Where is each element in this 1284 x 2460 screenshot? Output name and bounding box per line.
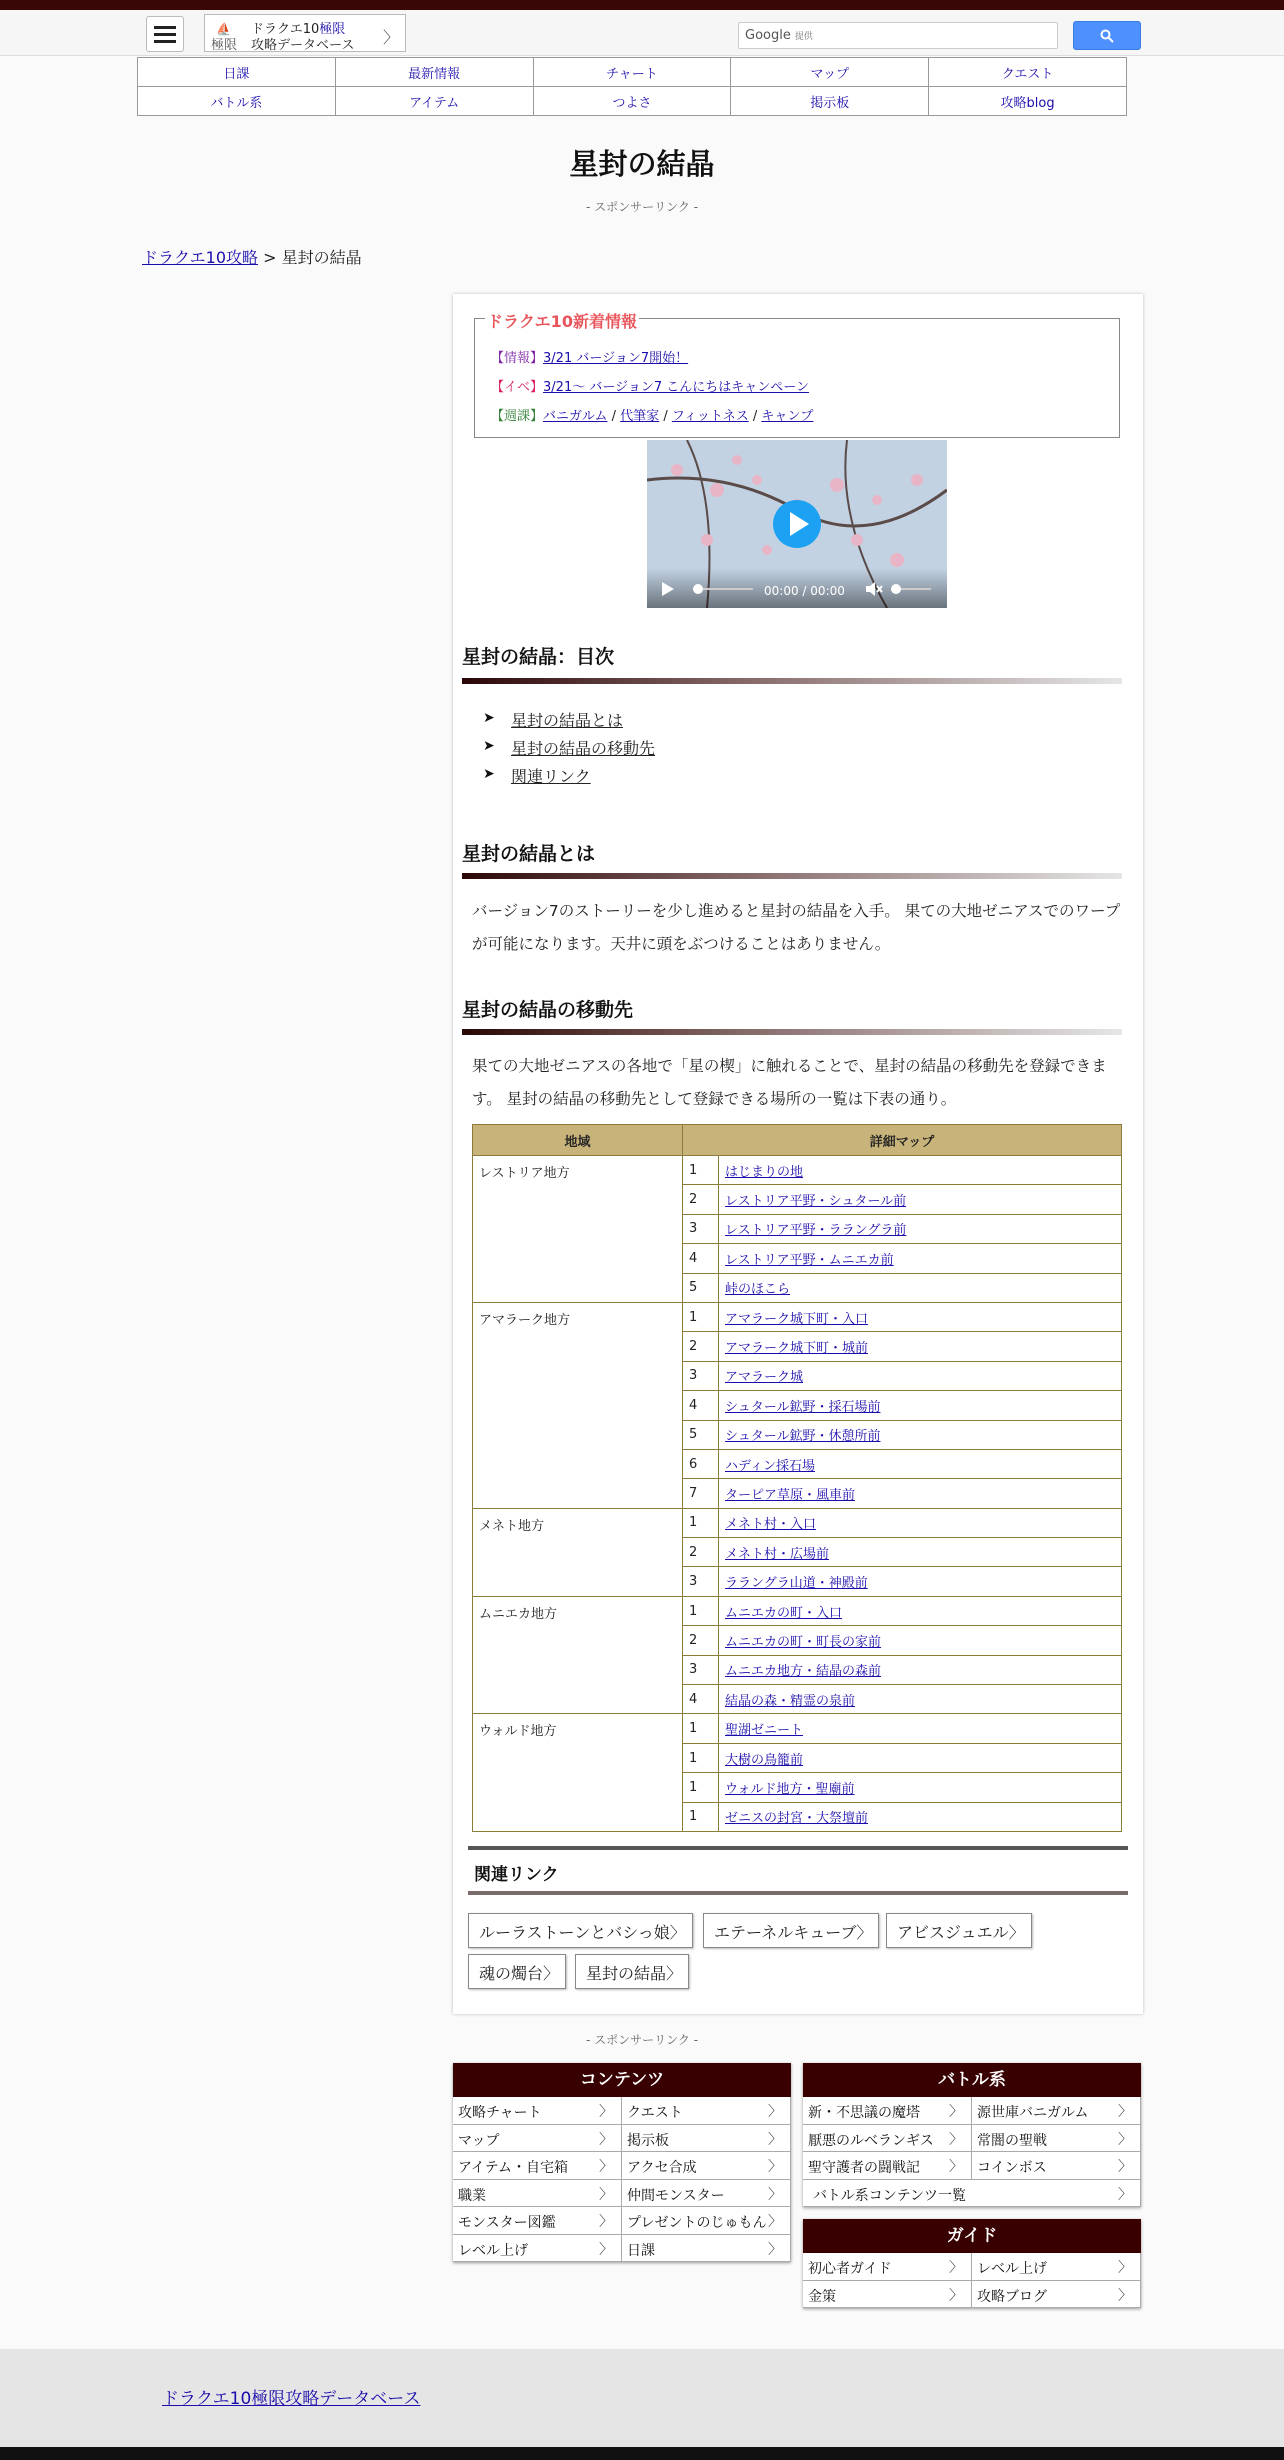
- menu-item[interactable]: [453, 2152, 622, 2180]
- chevron-right-icon: 〉: [599, 2131, 613, 2148]
- menu-item-label: モンスター図鑑: [458, 2215, 556, 2231]
- news-link-banigarumu[interactable]: バニガルム: [543, 409, 608, 424]
- menu-item[interactable]: [622, 2207, 791, 2235]
- chevron-right-icon: 〉: [768, 2104, 782, 2120]
- map-number-cell: 6: [683, 1449, 719, 1478]
- map-link[interactable]: シュタール鉱野・採石場前: [725, 1399, 881, 1415]
- menu-item-all-battle[interactable]: [803, 2180, 1141, 2208]
- menu-item-label: 厭悪のルベランギス: [808, 2132, 934, 2149]
- menu-item-label: バトル系コンテンツ一覧: [813, 2187, 967, 2204]
- map-number-cell: 3: [683, 1567, 719, 1596]
- news-box: [474, 312, 1120, 438]
- map-cell: [719, 1420, 1122, 1449]
- menu-item-label: 常闇の聖戦: [977, 2132, 1047, 2149]
- menu-item-label: 職業: [458, 2187, 486, 2204]
- map-number-cell: 1: [683, 1743, 719, 1772]
- menu-item[interactable]: [453, 2207, 622, 2235]
- chevron-right-icon: 〉: [768, 2131, 782, 2148]
- chevron-right-icon: 〉: [1008, 1923, 1025, 1942]
- chevron-right-icon: 〉: [1118, 2159, 1132, 2175]
- chevron-right-icon: 〉: [599, 2159, 613, 2175]
- menu-item-label: レベル上げ: [977, 2261, 1047, 2277]
- related-bar-top: [468, 1846, 1128, 1850]
- breadcrumb-separator: >: [263, 248, 277, 267]
- map-link[interactable]: 結晶の森・精霊の泉前: [725, 1693, 856, 1709]
- chevron-right-icon: 〉: [1118, 2287, 1132, 2304]
- menu-item-label: レベル上げ: [458, 2242, 528, 2259]
- map-link[interactable]: アマラーク城: [725, 1370, 804, 1386]
- site-logo-link[interactable]: [204, 14, 406, 52]
- menu-item[interactable]: [803, 2253, 972, 2281]
- sponsor-label-bottom: - スポンサーリンク -: [585, 2033, 699, 2047]
- menu-item[interactable]: [972, 2152, 1141, 2180]
- top-accent-bar: [0, 0, 1284, 10]
- map-number-cell: 2: [683, 1332, 719, 1361]
- menu-item-label: 聖守護者の闘戦記: [808, 2160, 920, 2176]
- menu-item[interactable]: [453, 2125, 622, 2153]
- map-link[interactable]: ハディン採石場: [725, 1458, 815, 1474]
- map-link[interactable]: ムニエカ地方・結晶の森前: [725, 1664, 882, 1680]
- sponsor-label-top: - スポンサーリンク -: [585, 200, 699, 214]
- section-about-bar: [462, 873, 1122, 879]
- map-cell: [719, 1391, 1122, 1420]
- table-row: [473, 1302, 1122, 1331]
- menu-item[interactable]: [972, 2097, 1141, 2125]
- map-number-cell: 5: [683, 1273, 719, 1302]
- map-number-cell: 4: [683, 1685, 719, 1714]
- map-link[interactable]: ターピア草原・風車前: [725, 1487, 856, 1503]
- menu-item-label: マップ: [458, 2132, 500, 2149]
- map-cell: [719, 1332, 1122, 1361]
- nav-item-news[interactable]: 最新情報: [335, 58, 533, 87]
- search-input[interactable]: [738, 22, 1058, 49]
- play-icon[interactable]: [661, 581, 675, 597]
- video-player[interactable]: [647, 440, 947, 608]
- contents-menu-heading: コンテンツ: [453, 2063, 791, 2097]
- menu-item-label: アイテム・自宅箱: [458, 2160, 569, 2176]
- related-bar-bottom: [468, 1891, 1128, 1895]
- site-footer: [0, 2349, 1284, 2447]
- column-header-region: 地域: [473, 1125, 683, 1156]
- map-cell: [719, 1214, 1122, 1243]
- map-link[interactable]: シュタール鉱野・休憩所前: [725, 1429, 881, 1445]
- map-link[interactable]: ムニエカの町・入口: [725, 1605, 843, 1621]
- chevron-right-icon: 〉: [949, 2260, 963, 2276]
- map-number-cell: 2: [683, 1538, 719, 1567]
- map-cell: [719, 1714, 1122, 1743]
- mute-icon[interactable]: [865, 581, 883, 597]
- related-heading: 関連リンク: [474, 1865, 559, 1885]
- region-cell: メネト地方: [473, 1508, 683, 1596]
- related-link-rura-stone[interactable]: ルーラストーンとバシっ娘 〉: [468, 1913, 693, 1948]
- chevron-right-icon: 〉: [949, 2131, 963, 2148]
- map-number-cell: 1: [683, 1302, 719, 1331]
- news-title: ドラクエ10新着情報: [485, 309, 639, 332]
- chevron-right-icon: 〉: [1118, 2186, 1132, 2203]
- map-cell: [719, 1185, 1122, 1214]
- map-link[interactable]: アマラーク城下町・入口: [725, 1311, 869, 1327]
- video-progress-slider[interactable]: [693, 584, 753, 594]
- region-cell: アマラーク地方: [473, 1302, 683, 1508]
- map-link[interactable]: ウォルド地方・聖廟前: [725, 1781, 855, 1797]
- search-brand: Google 提供: [745, 28, 813, 43]
- section-about-heading: 星封の結晶とは: [462, 843, 596, 865]
- map-number-cell: 4: [683, 1391, 719, 1420]
- map-number-cell: 3: [683, 1214, 719, 1243]
- map-cell: [719, 1567, 1122, 1596]
- menu-item[interactable]: [803, 2125, 972, 2153]
- map-cell: [719, 1361, 1122, 1390]
- map-number-cell: 2: [683, 1185, 719, 1214]
- logo-title: ドラクエ10極限: [251, 22, 346, 37]
- map-cell: [719, 1596, 1122, 1625]
- chevron-right-icon: 〉: [1118, 2131, 1132, 2148]
- chevron-right-icon: 〉: [768, 2241, 782, 2258]
- nav-item-chart[interactable]: チャート: [533, 58, 731, 87]
- toc-link-about[interactable]: 星封の結晶とは: [511, 711, 624, 730]
- nav-item-blog[interactable]: 攻略blog: [929, 87, 1127, 116]
- map-cell: [719, 1655, 1122, 1684]
- chevron-right-icon: 〉: [856, 1923, 873, 1942]
- chevron-right-icon: 〉: [949, 2159, 963, 2175]
- map-cell: [719, 1479, 1122, 1508]
- map-cell: [719, 1802, 1122, 1831]
- map-link[interactable]: はじまりの地: [725, 1164, 804, 1180]
- video-controls: [647, 568, 947, 608]
- map-cell: [719, 1743, 1122, 1772]
- map-link[interactable]: レストリア平野・ムニエカ前: [725, 1252, 894, 1268]
- chevron-right-icon: 〉: [599, 2241, 613, 2258]
- map-number-cell: 7: [683, 1479, 719, 1508]
- contents-menu: [453, 2063, 791, 2262]
- map-number-cell: 2: [683, 1626, 719, 1655]
- guide-menu-heading: ガイド: [803, 2219, 1141, 2253]
- chevron-right-icon: 〉: [949, 2287, 963, 2304]
- bottom-bar: [0, 2447, 1284, 2460]
- menu-item-label: 掲示板: [627, 2132, 669, 2149]
- menu-item[interactable]: [972, 2281, 1141, 2309]
- map-number-cell: 1: [683, 1156, 719, 1185]
- map-number-cell: 1: [683, 1596, 719, 1625]
- chevron-right-icon: 〉: [666, 1964, 683, 1983]
- news-link-version7[interactable]: 3/21 バージョン7開始！: [543, 351, 689, 366]
- map-link[interactable]: ララングラ山道・神殿前: [725, 1576, 868, 1592]
- table-row: [473, 1156, 1122, 1185]
- arrow-icon: ➤: [483, 738, 495, 754]
- related-link-abyss-jewel[interactable]: アビスジュエル 〉: [886, 1913, 1032, 1948]
- map-link[interactable]: 大樹の鳥籠前: [725, 1752, 804, 1768]
- map-link[interactable]: レストリア平野・ララングラ前: [725, 1223, 907, 1239]
- menu-item[interactable]: [622, 2235, 791, 2263]
- toc-heading-bar: [462, 678, 1122, 684]
- menu-item[interactable]: [622, 2180, 791, 2208]
- region-cell: ムニエカ地方: [473, 1596, 683, 1714]
- chevron-right-icon: 〉: [949, 2104, 963, 2120]
- menu-item[interactable]: [453, 2097, 622, 2125]
- table-row: [473, 1596, 1122, 1625]
- nav-item-items[interactable]: アイテム: [335, 87, 533, 116]
- menu-item-label: 攻略チャート: [458, 2105, 542, 2121]
- map-cell: [719, 1302, 1122, 1331]
- menu-item-label: 仲間モンスター: [627, 2187, 725, 2204]
- map-number-cell: 1: [683, 1802, 719, 1831]
- breadcrumb-current: 星封の結晶: [281, 248, 362, 267]
- destination-table: [472, 1124, 1122, 1832]
- toc-heading: 星封の結晶：目次: [462, 646, 615, 668]
- nav-item-quest[interactable]: クエスト: [929, 58, 1127, 87]
- breadcrumb: [142, 245, 362, 268]
- related-link-etenel-cube[interactable]: エテーネルキューブ 〉: [703, 1913, 879, 1948]
- breadcrumb-home-link[interactable]: ドラクエ10攻略: [142, 248, 259, 267]
- logo-image: ⛵ 極限: [211, 22, 238, 53]
- map-link[interactable]: メネト村・広場前: [725, 1546, 830, 1562]
- chevron-right-icon: 〉: [1118, 2104, 1132, 2120]
- table-row: [473, 1714, 1122, 1743]
- hamburger-menu-button[interactable]: [146, 16, 184, 52]
- map-link[interactable]: 聖湖ゼニート: [725, 1723, 804, 1739]
- map-cell: [719, 1156, 1122, 1185]
- column-header-map: 詳細マップ: [683, 1125, 1122, 1156]
- chevron-right-icon: 〉: [599, 2104, 613, 2120]
- map-number-cell: 3: [683, 1361, 719, 1390]
- news-link-fitness[interactable]: フィットネス: [671, 409, 749, 424]
- map-number-cell: 5: [683, 1420, 719, 1449]
- site-header: [0, 10, 1284, 56]
- section-destinations-heading: 星封の結晶の移動先: [462, 999, 634, 1021]
- chevron-right-icon: 〉: [599, 2186, 613, 2203]
- battle-menu: [803, 2063, 1141, 2207]
- map-cell: [719, 1773, 1122, 1802]
- toc-link-related[interactable]: 関連リンク: [511, 767, 591, 786]
- menu-item[interactable]: [622, 2097, 791, 2125]
- map-link[interactable]: メネト村・入口: [725, 1517, 817, 1533]
- ship-icon: ⛵: [216, 22, 231, 36]
- chevron-right-icon: 〉: [768, 2159, 782, 2175]
- map-number-cell: 1: [683, 1714, 719, 1743]
- page-title: 星封の結晶: [569, 147, 715, 181]
- menu-item-label: 源世庫バニガルム: [977, 2105, 1089, 2121]
- nav-item-map[interactable]: マップ: [731, 58, 929, 87]
- main-content: [453, 294, 1143, 2014]
- map-number-cell: 4: [683, 1244, 719, 1273]
- volume-slider[interactable]: [891, 584, 931, 594]
- nav-item-daily[interactable]: 日課: [138, 58, 336, 87]
- menu-item-label: クエスト: [627, 2105, 683, 2121]
- map-cell: [719, 1508, 1122, 1537]
- map-link[interactable]: ゼニスの封宮・大祭壇前: [725, 1811, 869, 1827]
- menu-item[interactable]: [622, 2125, 791, 2153]
- guide-menu: [803, 2219, 1141, 2308]
- video-time: 00:00 / 00:00: [764, 584, 845, 598]
- map-cell: [719, 1538, 1122, 1567]
- menu-item[interactable]: [453, 2235, 622, 2263]
- menu-item[interactable]: [972, 2125, 1141, 2153]
- search-icon: [1100, 29, 1114, 43]
- menu-item-label: 新・不思議の魔塔: [808, 2105, 920, 2121]
- section-about-text: バージョン7のストーリーを少し進めると星封の結晶を入手。 果ての大地ゼニアスでのワープが可能になります。天井に頭をぶつけることはありません。: [472, 902, 1121, 953]
- menu-item-label: コインボス: [977, 2160, 1047, 2176]
- menu-item[interactable]: [803, 2281, 972, 2309]
- news-line-info: 【情報】3/21 バージョン7開始！: [491, 351, 689, 366]
- map-cell: [719, 1626, 1122, 1655]
- chevron-right-icon: 〉: [768, 2214, 782, 2230]
- map-link[interactable]: ムニエカの町・町長の家前: [725, 1634, 882, 1650]
- menu-item-label: 金策: [808, 2288, 836, 2305]
- chevron-right-icon: 〉: [599, 2214, 613, 2230]
- menu-item[interactable]: [803, 2097, 972, 2125]
- map-link[interactable]: 峠のほこら: [725, 1282, 791, 1298]
- menu-item-label: 初心者ガイド: [808, 2261, 892, 2277]
- nav-item-strength[interactable]: つよさ: [533, 87, 731, 116]
- news-link-daihitsuka[interactable]: 代筆家: [620, 409, 660, 424]
- footer-home-link[interactable]: ドラクエ10極限攻略データベース: [162, 2389, 421, 2409]
- chevron-right-icon: 〉: [382, 28, 399, 47]
- menu-item-label: 日課: [627, 2242, 655, 2259]
- menu-item-label: プレゼントのじゅもん: [627, 2215, 767, 2231]
- chevron-right-icon: 〉: [669, 1923, 686, 1942]
- section-destinations-text: 果ての大地ゼニアスの各地で「星の楔」に触れることで、星封の結晶の移動先を登録できます。 星封の結晶の移動先として登録できる場所の一覧は下表の通り。: [472, 1057, 1107, 1108]
- global-nav: [137, 57, 1127, 116]
- region-cell: ウォルド地方: [473, 1714, 683, 1832]
- menu-item[interactable]: [803, 2152, 972, 2180]
- search-button[interactable]: [1073, 21, 1141, 50]
- map-cell: [719, 1685, 1122, 1714]
- news-line-event: 【イベ】3/21～ バージョン7 こんにちはキャンペーン: [491, 380, 809, 395]
- menu-item-label: アクセ合成: [627, 2160, 697, 2176]
- map-number-cell: 1: [683, 1508, 719, 1537]
- arrow-icon: ➤: [483, 766, 495, 782]
- logo-subtitle: 攻略データベース: [251, 38, 355, 53]
- news-line-weekly: 【週課】バニガルム / 代筆家 / フィットネス / キャンプ: [491, 409, 814, 424]
- menu-item[interactable]: [622, 2152, 791, 2180]
- chevron-right-icon: 〉: [1118, 2260, 1132, 2276]
- map-link[interactable]: レストリア平野・シュタール前: [725, 1194, 907, 1210]
- toc-link-destinations[interactable]: 星封の結晶の移動先: [511, 739, 656, 758]
- chevron-right-icon: 〉: [768, 2186, 782, 2203]
- map-link[interactable]: アマラーク城下町・城前: [725, 1341, 869, 1357]
- chevron-right-icon: 〉: [543, 1964, 560, 1983]
- region-cell: レストリア地方: [473, 1156, 683, 1303]
- map-cell: [719, 1273, 1122, 1302]
- menu-item[interactable]: [972, 2253, 1141, 2281]
- news-link-campaign[interactable]: 3/21～ バージョン7 こんにちはキャンペーン: [543, 380, 809, 395]
- related-link-seifu-crystal[interactable]: 星封の結晶 〉: [575, 1954, 689, 1989]
- map-cell: [719, 1244, 1122, 1273]
- battle-menu-heading: バトル系: [803, 2063, 1141, 2097]
- news-link-camp[interactable]: キャンプ: [761, 409, 814, 424]
- map-number-cell: 3: [683, 1655, 719, 1684]
- arrow-icon: ➤: [483, 710, 495, 726]
- menu-item[interactable]: [453, 2180, 622, 2208]
- nav-item-board[interactable]: 掲示板: [731, 87, 929, 116]
- table-row: [473, 1508, 1122, 1537]
- section-destinations-bar: [462, 1029, 1122, 1035]
- nav-item-battle[interactable]: バトル系: [138, 87, 336, 116]
- map-number-cell: 1: [683, 1773, 719, 1802]
- menu-item-label: 攻略ブログ: [977, 2288, 1047, 2305]
- related-link-soul-candlestand[interactable]: 魂の燭台 〉: [468, 1954, 566, 1989]
- map-cell: [719, 1449, 1122, 1478]
